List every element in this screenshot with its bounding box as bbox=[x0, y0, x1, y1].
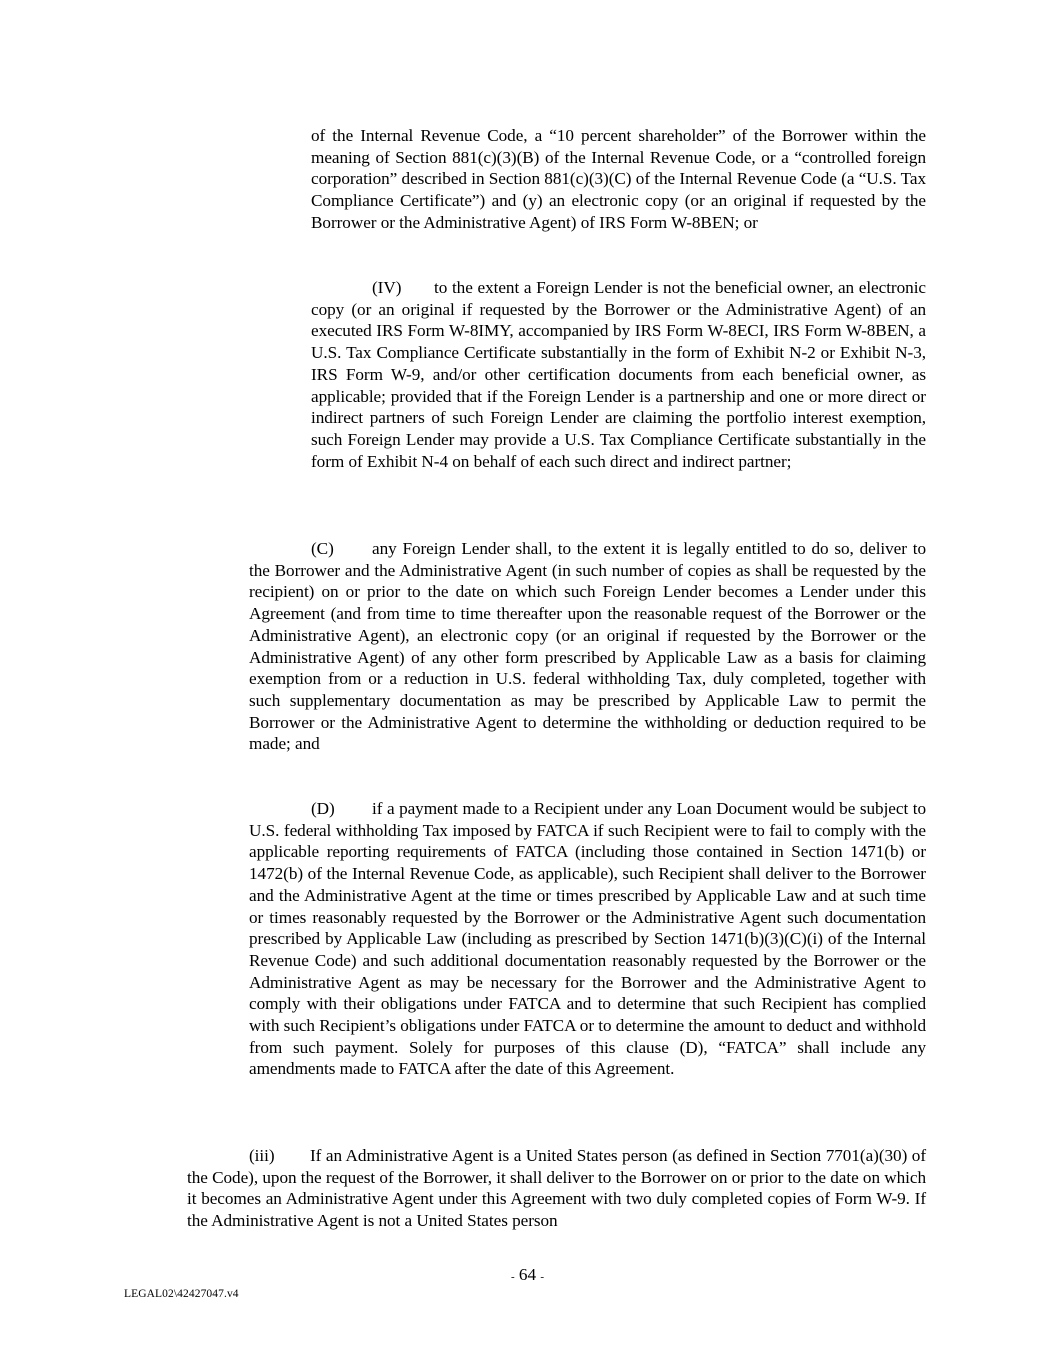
clause-d-paragraph bbox=[249, 798, 926, 1080]
clause-c-text: any Foreign Lender shall, to the extent it is legally entitled to do so, deliver to the Borrower and the Administrative Agent (in such number of copies as shall be requested by the recipient) on or prior to the date on which such Foreign Lender becomes a Lender under this Agreement (and from time to time thereafter upon the reasonable request of the Borrower or the Administrative Agent), an electronic copy (or an original if requested by the Borrower or the Administrative Agent) of any other form prescribed by Applicable Law as a basis for claiming exemption from or a reduction in U.S. federal withholding Tax, duly completed, together with such supplementary documentation as may be prescribed by Applicable Law to permit the Borrower or the Administrative Agent to determine the withholding or deduction required to be made; and bbox=[249, 539, 926, 754]
clause-d-text: if a payment made to a Recipient under any Loan Document would be subject to U.S. federal withholding Tax imposed by FATCA if such Recipient were to fail to comply with the applicable reporting requirements of FATCA (including those contained in Section 1471(b) or 1472(b) of the Internal Revenue Code, as applicable), such Recipient shall deliver to the Borrower and the Administrative Agent at the time or times prescribed by Applicable Law and at such time or times reasonably requested by the Borrower or the Administrative Agent such documentation prescribed by Applicable Law (including as prescribed by Section 1471(b)(3)(C)(i) of the Internal Revenue Code) and such additional documentation reasonably requested by the Borrower or the Administrative Agent as may be necessary for the Borrower and the Administrative Agent to comply with their obligations under FATCA and to determine that such Recipient has complied with such Recipient’s obligations under FATCA or to determine the amount to deduct and withhold from such payment. Solely for purposes of this clause (D), “FATCA” shall include any amendments made to FATCA after the date of this Agreement. bbox=[249, 799, 926, 1079]
continuation-paragraph: of the Internal Revenue Code, a “10 percent shareholder” of the Borrower within the meaning of Section 881(c)(3)(B) of the Internal Revenue Code, or a “controlled foreign corporation” described in Section 881(c)(3)(C) of the Internal Revenue Code (a “U.S. Tax Compliance Certificate”) and (y) an electronic copy (or an original if requested by the Borrower or the Administrative Agent) of IRS Form W-8BEN; or bbox=[311, 126, 926, 232]
page-number-value: 64 bbox=[518, 1265, 537, 1284]
page-number-dash-left: - bbox=[510, 1271, 515, 1283]
clause-c-label: (C) bbox=[311, 539, 334, 558]
clause-iii-text: If an Administrative Agent is a United States person (as defined in Section 7701(a)(30) of the Code), upon the request of the Borrower, it shall deliver to the Borrower on or prior to the date on which it becomes an Administrative Agent under this Agreement with two duly completed copies of Form W-9. If the Administrative Agent is not a United States person bbox=[187, 1146, 926, 1231]
clause-iv-label: (IV) bbox=[372, 278, 402, 297]
clause-iv-text: to the extent a Foreign Lender is not the beneficial owner, an electronic copy (or an original if requested by the Borrower or the Administrative Agent) of an executed IRS Form W-8IMY, accompanied by IRS Form W-8ECI, IRS Form W-8BEN, a U.S. Tax Compliance Certificate substantially in the form of Exhibit N-2 or Exhibit N-3, IRS Form W-9, and/or other certification documents from each beneficial owner, as applicable; provided that if the Foreign Lender is a partnership and one or more direct or indirect partners of such Foreign Lender are claiming the portfolio interest exemption, such Foreign Lender may provide a U.S. Tax Compliance Certificate substantially in the form of Exhibit N-4 on behalf of each such direct and indirect partner; bbox=[311, 278, 926, 471]
clause-iii-label: (iii) bbox=[249, 1146, 275, 1165]
clause-iv-paragraph bbox=[311, 277, 926, 472]
page-number-dash-right: - bbox=[540, 1271, 545, 1283]
document-id: LEGAL02\42427047.v4 bbox=[124, 1288, 239, 1300]
page-number bbox=[0, 1265, 1055, 1285]
clause-iii-paragraph bbox=[187, 1145, 926, 1232]
clause-c-paragraph bbox=[249, 538, 926, 755]
clause-d-label: (D) bbox=[311, 799, 335, 818]
